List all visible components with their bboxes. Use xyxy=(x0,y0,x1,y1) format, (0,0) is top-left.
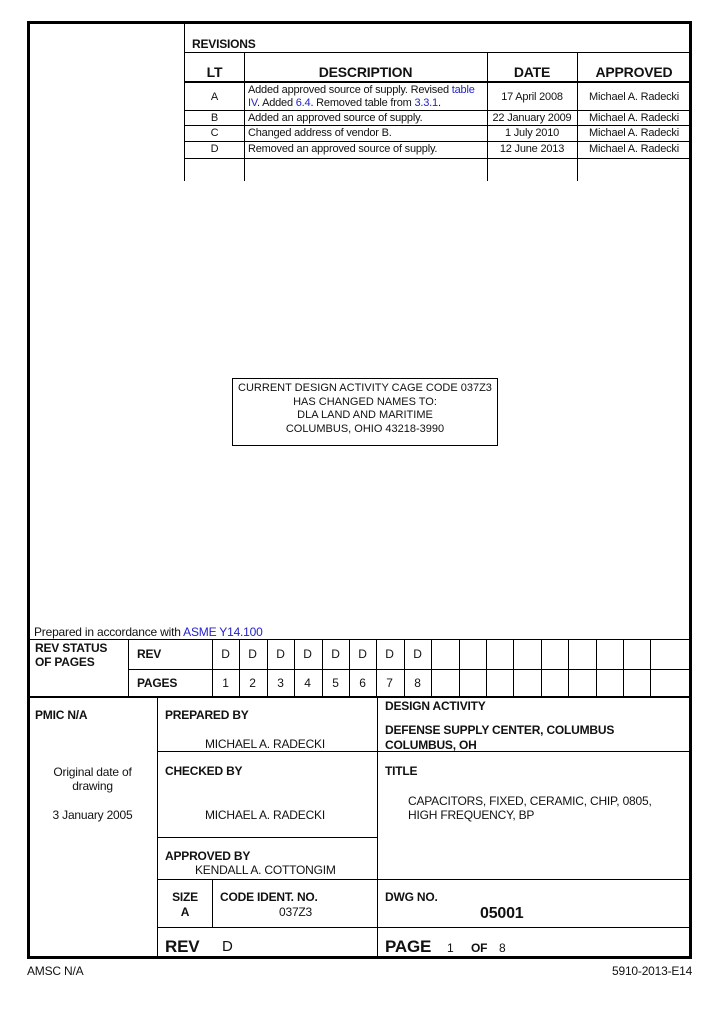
tb-divider xyxy=(377,697,378,956)
rev-link-6-4[interactable]: 6.4 xyxy=(295,97,311,109)
original-date-value: 3 January 2005 xyxy=(52,808,133,822)
rev-status-rev-cell: D xyxy=(303,647,312,661)
rev-row-d-date: 12 June 2013 xyxy=(499,143,565,155)
prepared-by-name: MICHAEL A. RADECKI xyxy=(205,737,325,751)
page-label: PAGE xyxy=(385,937,432,956)
document-number-footer: 5910-2013-E14 xyxy=(612,964,693,978)
rev-status-rev-cell: D xyxy=(276,647,285,661)
rev-row-a-date: 17 April 2008 xyxy=(501,91,563,103)
approved-by-name: KENDALL A. COTTONGIM xyxy=(195,863,336,877)
rev-status-rev-cell: D xyxy=(331,647,340,661)
title-line2: HIGH FREQUENCY, BP xyxy=(408,808,535,822)
rev-status-page-cell: 8 xyxy=(414,676,421,690)
code-ident-value: 037Z3 xyxy=(279,905,313,919)
pmic: PMIC N/A xyxy=(35,708,88,722)
dwg-no-label: DWG NO. xyxy=(385,890,438,904)
approved-by-label: APPROVED BY xyxy=(165,849,251,863)
rev-status-rev-cell: D xyxy=(385,647,394,661)
cage-code-notice xyxy=(232,378,498,446)
rev-header-lt: LT xyxy=(206,64,223,80)
rev-status-cell-divider xyxy=(541,639,542,696)
rev-status-cell-divider xyxy=(568,639,569,696)
rev-row-a-desc-line1: Added approved source of supply. Revised table xyxy=(248,84,475,96)
rev-status-rev-cell: D xyxy=(413,647,422,661)
rev-status-label-1: REV STATUS xyxy=(35,641,108,655)
rev-status-page-cell: 6 xyxy=(359,676,366,690)
rev-status-divider xyxy=(128,639,129,696)
rev-status-rev-cell: D xyxy=(358,647,367,661)
checked-by-name: MICHAEL A. RADECKI xyxy=(205,808,325,822)
rev-row-a-lt: A xyxy=(210,91,219,103)
size-label: SIZE xyxy=(172,890,198,904)
cage-notice-line: HAS CHANGED NAMES TO: xyxy=(293,395,437,408)
revisions-title-rule xyxy=(184,52,691,53)
rev-status-cell-divider xyxy=(486,639,487,696)
cage-notice-line: DLA LAND AND MARITIME xyxy=(297,409,433,421)
tb-rule xyxy=(157,879,691,880)
tb-rule xyxy=(157,837,377,838)
rev-row-c-desc: Changed address of vendor B. xyxy=(248,127,392,139)
of-label: OF xyxy=(471,941,488,955)
page-number: 1 xyxy=(447,941,454,955)
rev-status-cell-divider xyxy=(596,639,597,696)
rev-col-divider xyxy=(244,52,245,181)
rev-status-rev-cell: D xyxy=(248,647,257,661)
rev-value: D xyxy=(222,938,233,955)
rev-status-cell-divider xyxy=(459,639,460,696)
design-activity-line2: COLUMBUS, OH xyxy=(385,738,477,752)
rev-row-c-approved: Michael A. Radecki xyxy=(589,127,679,139)
cage-notice-line: COLUMBUS, OHIO 43218-3990 xyxy=(285,422,445,435)
prepared-in-accordance-note: Prepared in accordance with ASME Y14.100 xyxy=(34,625,263,639)
rev-status-cell-divider xyxy=(513,639,514,696)
rev-row-b-lt: B xyxy=(210,112,219,124)
tb-divider xyxy=(212,879,213,927)
rev-header-description: DESCRIPTION xyxy=(318,64,413,80)
rev-row-rule xyxy=(184,158,691,159)
original-date-label-1: Original date of xyxy=(53,765,132,779)
rev-row-d-approved: Michael A. Radecki xyxy=(589,143,679,155)
revisions-title: REVISIONS xyxy=(192,37,256,51)
rev-row-rule xyxy=(184,125,691,126)
asme-y14-100-link[interactable]: ASME Y14.100 xyxy=(183,625,263,639)
rev-status-rev-cell: D xyxy=(221,647,230,661)
amsc-note: AMSC N/A xyxy=(27,964,84,978)
rev-status-page-cell: 2 xyxy=(249,676,256,690)
rev-status-page-cell: 1 xyxy=(222,676,229,690)
rev-row-c-lt: C xyxy=(210,127,219,139)
rev-row-d-lt: D xyxy=(210,143,219,155)
rev-row-d-desc: Removed an approved source of supply. xyxy=(248,143,438,155)
size-value: A xyxy=(180,905,190,919)
rev-row-c-date: 1 July 2010 xyxy=(504,127,560,139)
rev-status-cell-divider xyxy=(623,639,624,696)
tb-rule xyxy=(157,927,691,928)
rev-status-pages-label: PAGES xyxy=(137,676,178,690)
rev-status-cell-divider xyxy=(650,639,651,696)
title-label: TITLE xyxy=(385,764,418,778)
prepared-by-label: PREPARED BY xyxy=(165,708,249,722)
rev-status-cell-divider xyxy=(431,639,432,696)
title-line1: CAPACITORS, FIXED, CERAMIC, CHIP, 0805, xyxy=(408,794,652,808)
rev-row-b-approved: Michael A. Radecki xyxy=(589,112,679,124)
rev-status-top-rule xyxy=(30,639,691,640)
design-activity-line1: DEFENSE SUPPLY CENTER, COLUMBUS xyxy=(385,723,615,737)
rev-status-page-cell: 5 xyxy=(332,676,339,690)
rev-link-iv[interactable]: IV xyxy=(248,97,257,109)
code-ident-label: CODE IDENT. NO. xyxy=(220,890,318,904)
rev-status-label-2: OF PAGES xyxy=(35,655,95,669)
rev-status-page-cell: 3 xyxy=(277,676,284,690)
cage-notice-line: CURRENT DESIGN ACTIVITY CAGE CODE 037Z3 xyxy=(238,382,492,394)
rev-label: REV xyxy=(165,937,200,956)
checked-by-label: CHECKED BY xyxy=(165,764,243,778)
rev-status-page-cell: 7 xyxy=(386,676,393,690)
rev-status-page-cell: 4 xyxy=(304,676,311,690)
design-activity-label: DESIGN ACTIVITY xyxy=(385,699,486,713)
rev-link-table[interactable]: table xyxy=(451,84,475,96)
rev-header-approved: APPROVED xyxy=(595,64,673,80)
original-date-label-2: drawing xyxy=(72,779,113,793)
dwg-no-value: 05001 xyxy=(480,905,524,922)
page-total: 8 xyxy=(499,941,506,955)
rev-row-b-desc: Added an approved source of supply. xyxy=(248,112,423,124)
rev-header-date: DATE xyxy=(513,64,551,80)
rev-header-rule xyxy=(184,81,691,83)
rev-row-a-approved: Michael A. Radecki xyxy=(589,91,679,103)
rev-row-rule xyxy=(184,141,691,142)
rev-link-3-3-1[interactable]: 3.3.1 xyxy=(414,97,438,109)
rev-status-rev-label: REV xyxy=(137,647,162,661)
rev-row-b-date: 22 January 2009 xyxy=(492,112,572,124)
rev-status-bottom-rule xyxy=(30,696,691,698)
rev-row-a-desc-line2: IV. Added 6.4. Removed table from 3.3.1. xyxy=(248,97,441,109)
rev-row-rule xyxy=(184,110,691,111)
